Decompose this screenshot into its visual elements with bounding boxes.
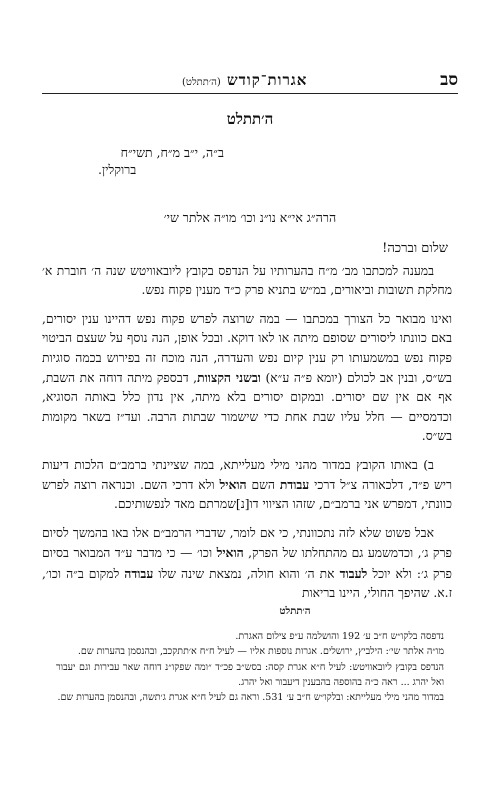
footnote: נדפסה בלקו״ש ח״ב ע׳ 192 והושלמה ע״פ צילום האגרת. bbox=[235, 631, 444, 643]
emphasis: הואיל bbox=[219, 477, 247, 493]
greeting-line: שלום וברכה! bbox=[382, 241, 448, 256]
place-line: ברוקלין. bbox=[98, 162, 137, 177]
letter-number-small: (ה׳תתלט) bbox=[182, 77, 221, 88]
paragraph: אבל פשוט שלא לזה נתכוונתי, כי אם לומר, שדברי הרמב״ם אלו באו בהמשך לסיום פרק ג׳, וכדמשמע גם מהתחלתו של הפרק, הואיל וכו׳ — כי מדבר ע״ד המבואר בסיום פרק ג׳: ולא יוכל לעבוד את ה׳ והוא חולה, נמצאת שינה שלו עבודה למקום ב״ה וכו׳, ז.א. שהיפך החולי, היינו בריאות bbox=[42, 525, 452, 601]
footnote: הנדפס בקובץ ליובאוויטש: לעיל ח״א אגרת קסה: בסש״ב פכ״ד ״ומה שפקו״נ דוחה שאר עבירות וגם יעבור ואל יהרג ... ראה כ״ה בהוספה בהבענין דיעבור ואל יהרג. bbox=[56, 661, 444, 688]
paragraph: ב) באותו הקובץ במדור מהני מילי מעלייתא, במה שציינתי ברמב״ם הלכות דיעות ריש פ״ד, דלכאורה צ״ל דרכי עבודת השם הואיל ולא דרכי השם. וכנראה רוצה לפרש כוונתי, דמפרש אני ברמב״ם, שזהו הציווי דו[נ]שמרתם מאד לנפשותיכם. bbox=[42, 457, 452, 512]
date-block bbox=[84, 144, 224, 178]
running-header bbox=[42, 66, 458, 94]
running-title bbox=[182, 71, 307, 90]
date-line: ב״ה, י״ב מ״ח, תשי״ח bbox=[120, 145, 224, 160]
footnote: מו״ה אלתר שי׳: הילביץ, ירושלים. אגרות נוספות אליו — לעיל ח״ח א׳תתקכב, ובהנסמן בהערות שם. bbox=[77, 646, 444, 658]
addressee-line: הרה״ג אי״א נו״נ וכו׳ מו״ה אלתר שי׳ bbox=[163, 210, 337, 225]
emphasis: עבודה bbox=[124, 565, 154, 581]
footnotes bbox=[56, 604, 444, 705]
emphasis: ובשני הקצוות bbox=[197, 370, 261, 386]
paragraph: ואינו מבואר כל הצורך במכתבו — במה שרוצה לפרש פקוח נפש דהיינו ענין יסורים, באם כוונתו ליסורים שסופם מיתה או לאו דוקא. ובכל אופן, הנה נוסף על שעצם הביטוי פקוח נפש במשמעותו רק ענין קיום נפש והעדרה, הנה מוכח זה בפירוש בכמה סוגיות בש״ס, ובנין אב לכולם (יומא פ״ה ע״א) ובשני הקצוות, דבספק מיתה דוחה את השבת, אף אם אין שם יסורים. ובמקום יסורים בלא מיתה, אין נדון כלל באותה הסוגיא, וכדמסיים — חלל עליו שבת אחת כדי שישמור שבתות הרבה. ועד״ז בשאר מקומות בש״ס. bbox=[42, 311, 452, 444]
footnotes-title: ה׳תתלט bbox=[279, 606, 311, 617]
emphasis: לעבוד bbox=[339, 565, 368, 581]
book-title: אגרות־קודש bbox=[227, 71, 308, 89]
letter-body bbox=[42, 262, 452, 613]
emphasis: עבודת bbox=[279, 477, 310, 493]
footnote: במדור מהני מילי מעלייתא: ובלקו״ש ח״ב ע׳ 531. וראה גם לעיל ח״א אגרת ג׳תשה, ובהנסמן בהערות שם. bbox=[57, 692, 444, 704]
emphasis: הואיל bbox=[216, 545, 244, 561]
page-number: סב bbox=[440, 70, 458, 90]
letter-number-title: ה׳תתלט bbox=[226, 110, 274, 128]
paragraph: במענה למכתבו מב׳ מ״ח בהערותיו על הנדפס בקובץ ליובאוויטש שנה ה׳ חוברת א׳ מחלקת תשובות וביאורים, במ״ש בתניא פרק כ״ד מענין פקוח נפש. bbox=[42, 264, 452, 298]
